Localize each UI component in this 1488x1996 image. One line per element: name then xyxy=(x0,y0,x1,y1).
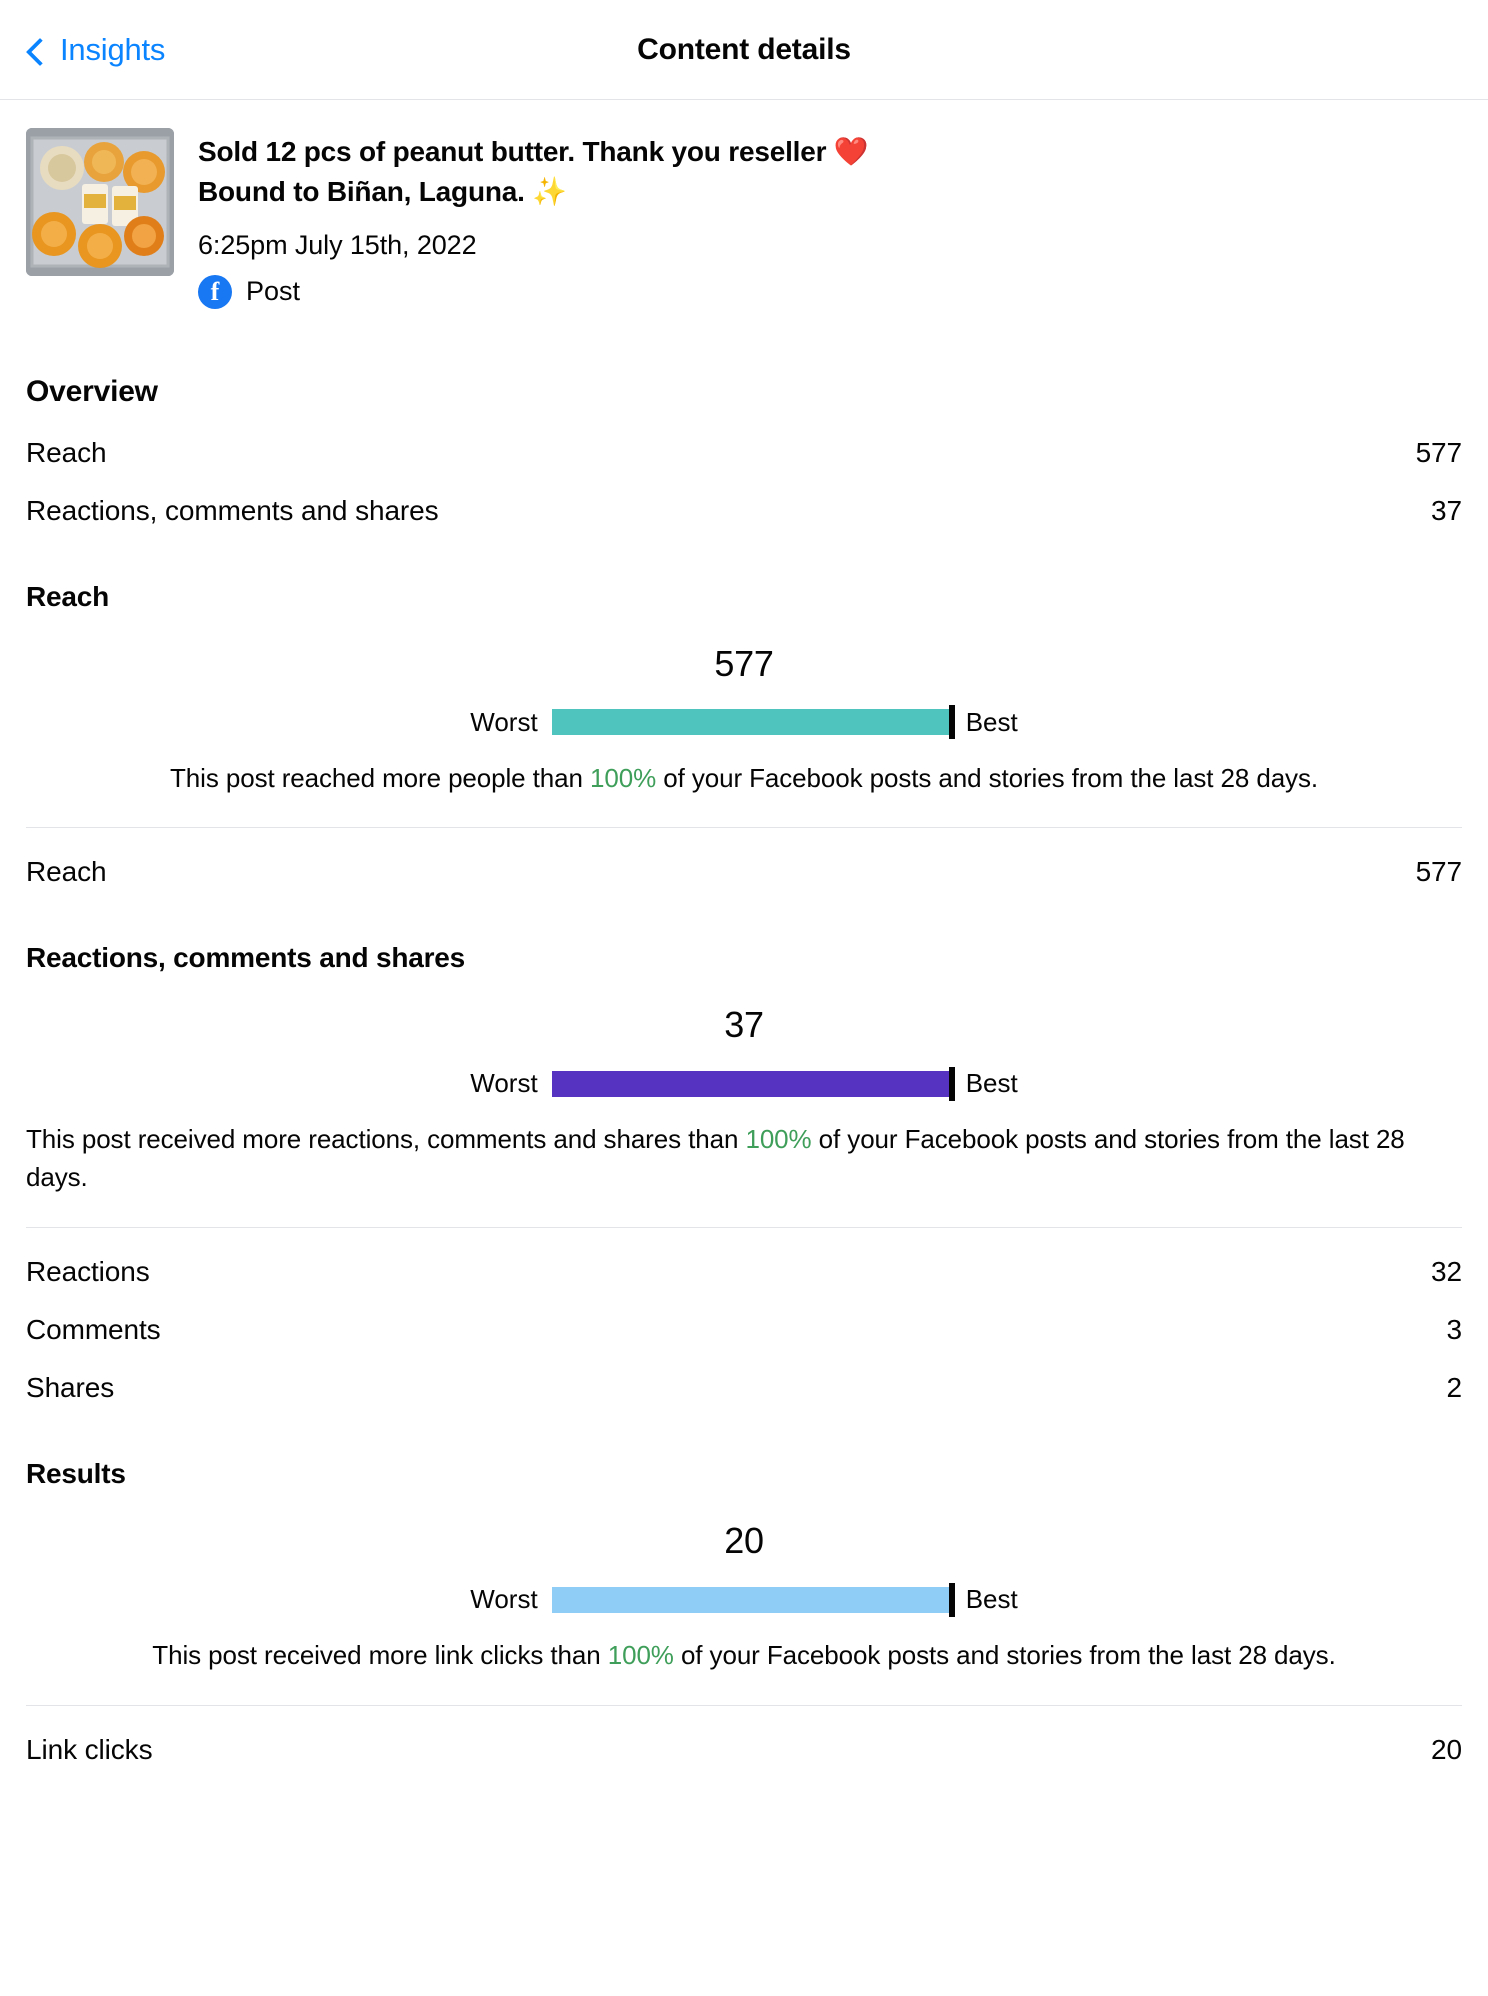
engagement-caption-before: This post received more reactions, comments and shares than xyxy=(26,1124,746,1155)
results-gauge-fill xyxy=(552,1587,952,1613)
post-caption-line-2: Bound to Biñan, Laguna. ✨ xyxy=(198,175,567,207)
overview-section-title: Overview xyxy=(26,374,158,408)
reach-gauge-marker xyxy=(949,705,955,739)
engagement-caption-after: of your Facebook posts and stories from the last 28 days. xyxy=(26,1124,1405,1193)
reach-gauge-track xyxy=(552,709,952,735)
reach-caption-percentage: 100% xyxy=(590,762,657,793)
results-gauge-track xyxy=(552,1587,952,1613)
results-caption-percentage: 100% xyxy=(607,1640,674,1671)
overview-row-engagement xyxy=(0,494,1488,526)
divider xyxy=(26,1705,1462,1706)
engagement-gauge-best-label: Best xyxy=(965,1068,1018,1099)
overview-row-reach-label: Reach xyxy=(26,436,107,468)
engagement-section-title: Reactions, comments and shares xyxy=(26,942,466,974)
facebook-icon: f xyxy=(198,275,232,309)
reach-gauge-worst-label: Worst xyxy=(470,706,538,737)
engagement-row-reactions-value: 32 xyxy=(1431,1256,1462,1288)
engagement-row-comments xyxy=(0,1316,1488,1344)
results-gauge-marker xyxy=(949,1583,955,1617)
reach-detail-row-label: Reach xyxy=(26,856,107,888)
chevron-left-icon xyxy=(26,40,46,60)
back-button-label: Insights xyxy=(60,31,166,67)
engagement-gauge xyxy=(0,1068,1488,1099)
results-caption-before: This post received more link clicks than xyxy=(152,1640,608,1671)
engagement-caption-percentage: 100% xyxy=(745,1124,812,1155)
results-row-link-clicks xyxy=(0,1736,1488,1764)
engagement-row-shares xyxy=(0,1374,1488,1402)
results-section-title: Results xyxy=(26,1458,126,1490)
reach-caption xyxy=(0,760,1488,798)
overview-row-engagement-value: 37 xyxy=(1431,494,1462,526)
engagement-caption xyxy=(0,1121,1488,1197)
results-gauge xyxy=(0,1584,1488,1615)
reach-value: 577 xyxy=(714,642,774,684)
overview-row-reach xyxy=(0,436,1488,468)
reach-caption-before: This post reached more people than xyxy=(170,762,590,793)
engagement-row-reactions xyxy=(0,1258,1488,1286)
engagement-gauge-fill xyxy=(552,1071,952,1097)
engagement-row-shares-value: 2 xyxy=(1446,1372,1462,1404)
results-gauge-best-label: Best xyxy=(965,1584,1018,1615)
engagement-value: 37 xyxy=(724,1004,764,1046)
engagement-gauge-track xyxy=(552,1071,952,1097)
post-type xyxy=(198,275,869,309)
engagement-gauge-worst-label: Worst xyxy=(470,1068,538,1099)
reach-gauge-best-label: Best xyxy=(965,706,1018,737)
reach-detail-row xyxy=(0,858,1488,886)
engagement-row-comments-label: Comments xyxy=(26,1314,161,1346)
post-type-label: Post xyxy=(246,276,301,306)
results-value: 20 xyxy=(724,1520,764,1562)
post-thumbnail-image xyxy=(26,128,174,276)
reach-gauge xyxy=(0,707,1488,738)
post-header xyxy=(0,100,1488,309)
post-timestamp: 6:25pm July 15th, 2022 xyxy=(198,229,477,260)
top-navigation-bar xyxy=(0,0,1488,100)
back-to-insights-button[interactable] xyxy=(0,32,165,68)
results-gauge-worst-label: Worst xyxy=(470,1584,538,1615)
reach-detail-row-value: 577 xyxy=(1415,856,1462,888)
overview-row-engagement-label: Reactions, comments and shares xyxy=(26,494,439,526)
engagement-row-comments-value: 3 xyxy=(1446,1314,1462,1346)
divider xyxy=(26,1227,1462,1228)
results-caption xyxy=(0,1637,1488,1675)
divider xyxy=(26,827,1462,828)
engagement-gauge-marker xyxy=(949,1067,955,1101)
results-row-link-clicks-label: Link clicks xyxy=(26,1734,153,1766)
post-thumbnail[interactable] xyxy=(26,128,174,276)
engagement-row-reactions-label: Reactions xyxy=(26,1256,150,1288)
reach-caption-after: of your Facebook posts and stories from the last 28 days. xyxy=(656,762,1318,793)
reach-section-title: Reach xyxy=(26,580,110,612)
reach-gauge-fill xyxy=(552,709,952,735)
results-row-link-clicks-value: 20 xyxy=(1431,1734,1462,1766)
bottom-spacer xyxy=(0,1764,1488,1774)
post-caption-line-1: Sold 12 pcs of peanut butter. Thank you reseller ❤️ xyxy=(198,136,869,167)
engagement-row-shares-label: Shares xyxy=(26,1372,115,1404)
results-caption-after: of your Facebook posts and stories from the last 28 days. xyxy=(673,1640,1336,1671)
overview-row-reach-value: 577 xyxy=(1415,436,1462,468)
post-meta xyxy=(198,128,869,309)
page-title: Content details xyxy=(637,32,851,66)
